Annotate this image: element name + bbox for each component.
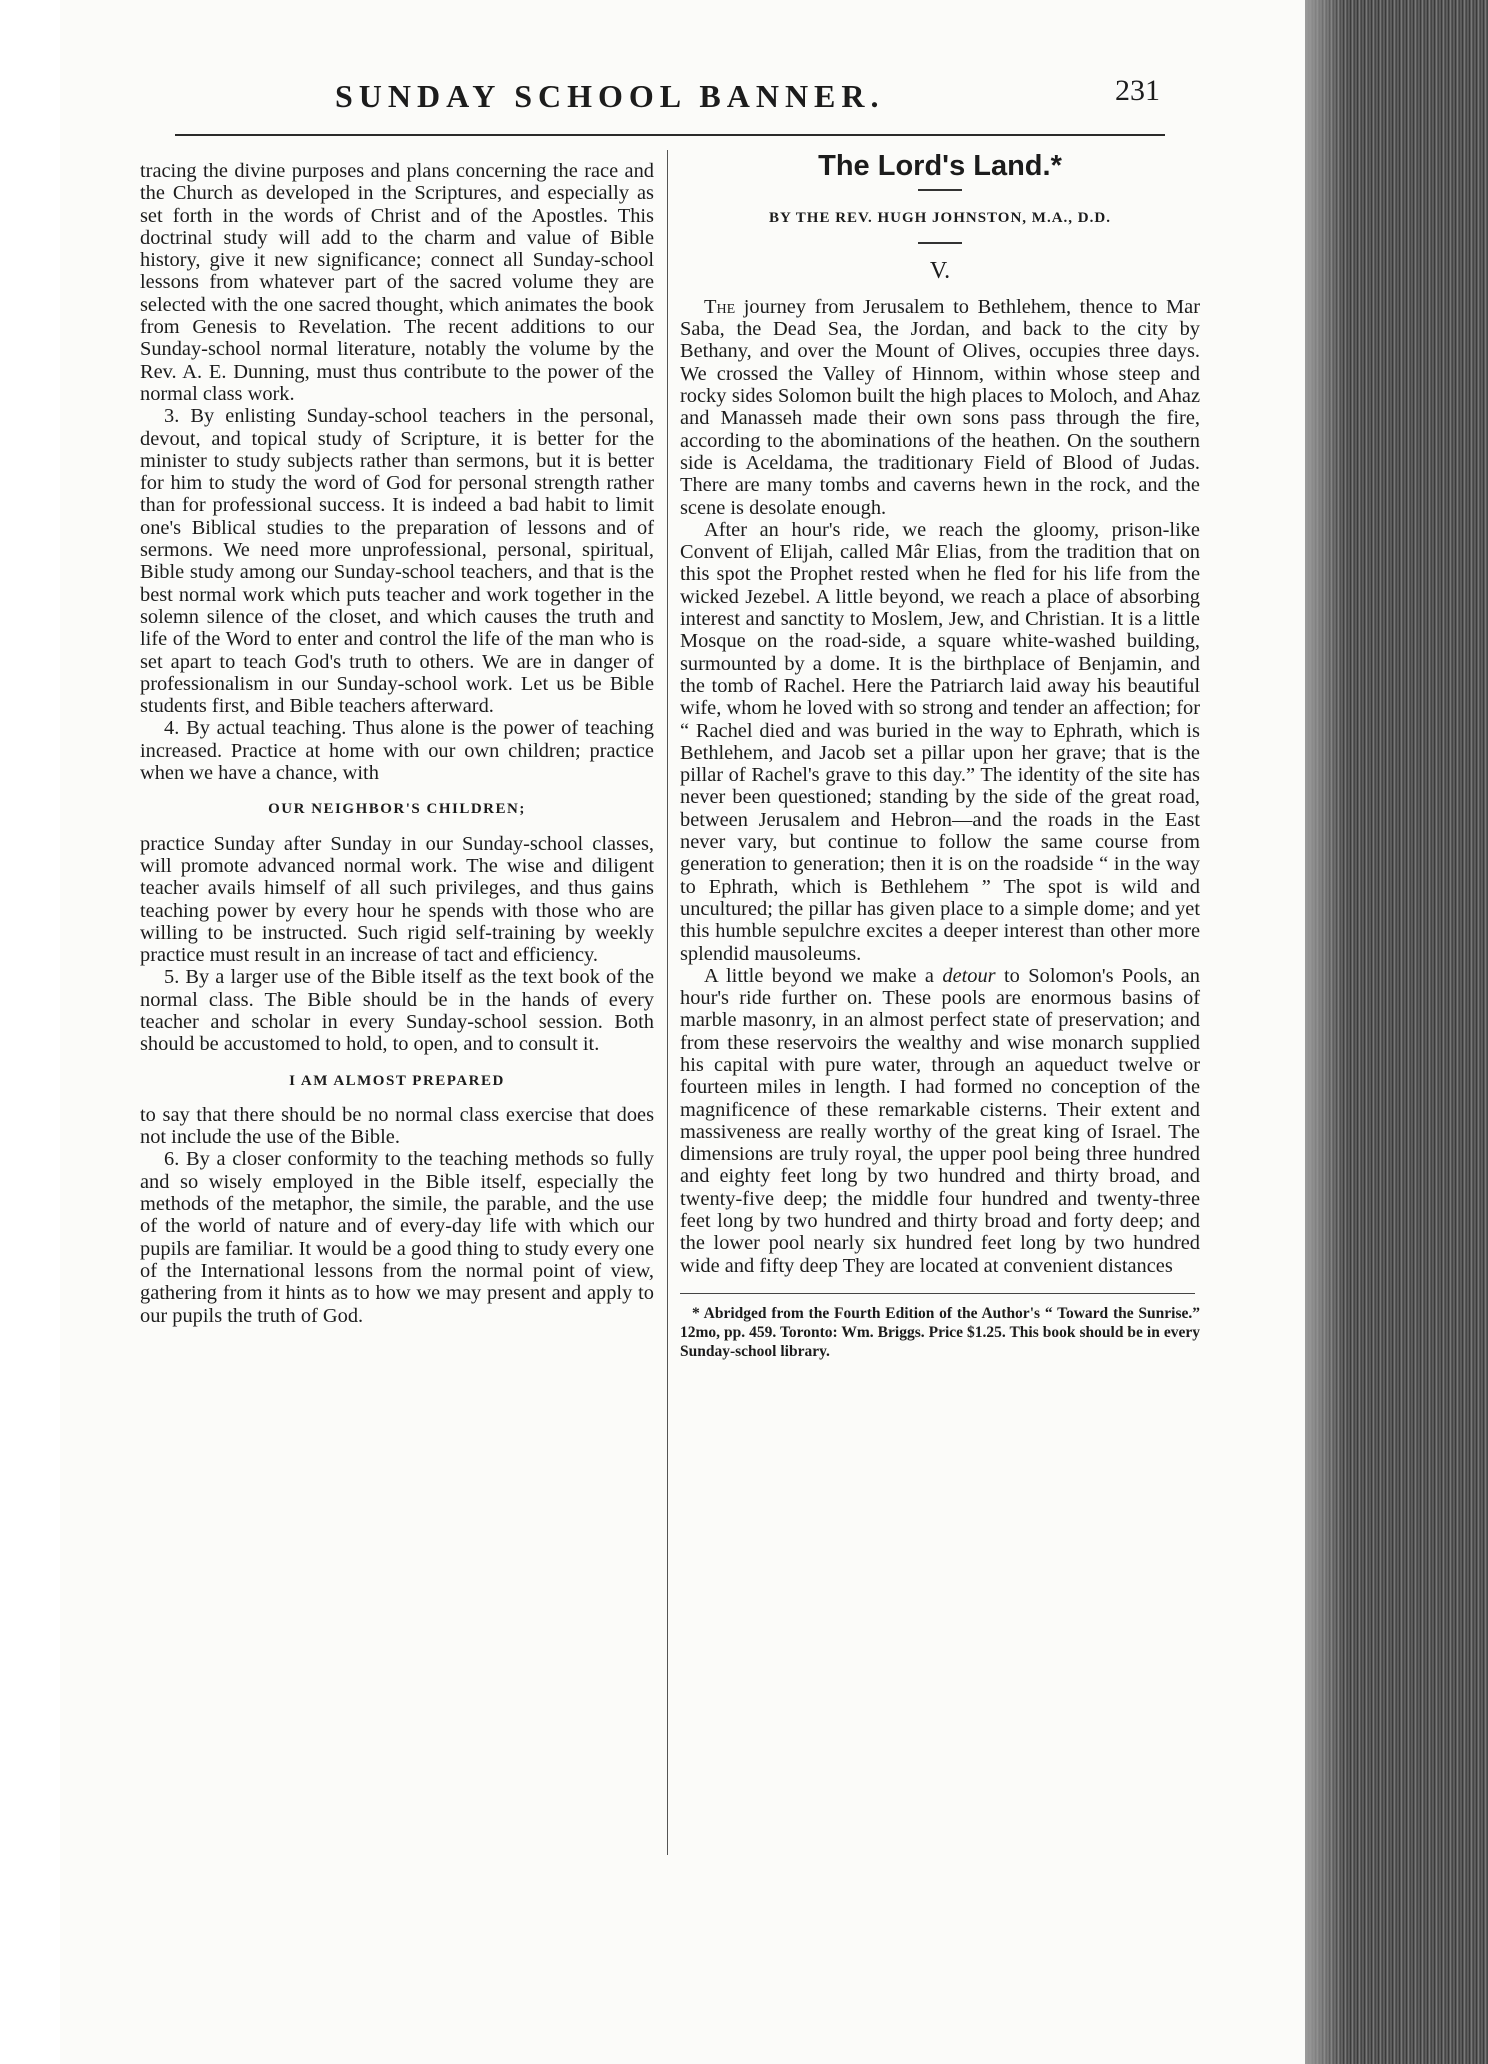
- left-paragraph-3: 4. By actual teaching. Thus alone is the power of teaching increased. Practice at home with our own children; practice when we have a chance, with: [140, 717, 654, 785]
- left-paragraph-6: to say that there should be no normal class exercise that does not include the use of the Bible.: [140, 1103, 654, 1149]
- byline-rule: [918, 242, 962, 244]
- page-number: 231: [1115, 74, 1160, 107]
- right-paragraph-2: After an hour's ride, we reach the gloomy, prison-like Convent of Elijah, called Mâr Elias, from the tradition that on this spot the Prophet rested when he fled for his life from the wicked Jezebel. A little beyond, we reach a place of absorbing interest and sanctity to Moslem, Jew, and Christian. It is a little Mosque on the road-side, a square white-washed building, surmounted by a dome. It is the birthplace of Benjamin, and the tomb of Rachel. Here the Patriarch laid away his beautiful wife, whom he loved with so strong and tender an affection; for “ Rachel died and was buried in the way to Ephrath, which is Bethlehem, and Jacob set a pillar upon her grave; that is the pillar of Rachel's grave to this day.” The identity of the site has never been questioned; standing by the side of the great road, between Jerusalem and Hebron—and the roads in the East never vary, but continue to follow the same course from generation to generation; then it is on the roadside “ in the way to Ephrath, which is Bethlehem ” The spot is wild and uncultured; the pillar has given place to a simple dome; and yet this humble sepulchre excites a deeper interest than other more splendid mausoleums.: [680, 518, 1200, 965]
- column-divider: [667, 150, 668, 1855]
- right-paragraph-3-start: A little beyond we make a: [704, 964, 943, 987]
- title-rule: [918, 189, 962, 191]
- detour-italic: detour: [942, 964, 996, 987]
- right-paragraph-3: [680, 965, 1200, 1277]
- left-paragraph-1: tracing the divine purposes and plans concerning the race and the Church as developed in the Scriptures, and especially as set forth in the words of Christ and of the Apostles. This doctrinal study will add to the charm and value of Bible history, give it new significance; connect all Sunday-school lessons from whatever part of the sacred volume they are selected with the one sacred thought, which animates the book from Genesis to Revelation. The recent additions to our Sunday-school normal literature, notably the volume by the Rev. A. E. Dunning, must thus contribute to the power of the normal class work.: [140, 160, 654, 405]
- section-numeral: V.: [929, 257, 951, 284]
- right-paragraph-1: [680, 296, 1200, 519]
- right-paragraph-1-text: journey from Jerusalem to Bethlehem, thence to Mar Saba, the Dead Sea, the Jordan, and back to the city by Bethany, and over the Mount of Olives, occupies three days. We crossed the Valley of Hinnom, within whose steep and rocky sides Solomon built the high places to Moloch, and Ahaz and Manasseh made their own sons pass through the fire, according to the abominations of the heathen. On the southern side is Aceldama, the traditionary Field of Blood of Judas. There are many tombs and caverns hewn in the rock, and the scene is desolate enough.: [680, 295, 1200, 519]
- book-page-edges: [1305, 0, 1488, 2064]
- article-title: The Lord's Land.*: [818, 150, 1062, 182]
- left-paragraph-4: practice Sunday after Sunday in our Sunday-school classes, will promote advanced normal work. The wise and diligent teacher avails himself of all such privileges, and thus gains teaching power by every hour he spends with those who are willing to be instructed. Such rigid self-training by weekly practice must result in an increase of tact and efficiency.: [140, 832, 654, 967]
- footnote: * Abridged from the Fourth Edition of the Author's “ Toward the Sunrise.” 12mo, pp. 459. Toronto: Wm. Briggs. Price $1.25. This book should be in every Sunday-school library.: [680, 1304, 1200, 1360]
- right-column: [680, 150, 1201, 1361]
- left-subheading-2: I AM ALMOST PREPARED: [289, 1072, 505, 1089]
- right-paragraph-3-rest: to Solomon's Pools, an hour's ride further on. These pools are enormous basins of marble masonry, in an almost perfect state of preservation; and from these reservoirs the wealthy and wise monarch supplied his capital with pure water, through an aqueduct twelve or fourteen miles in length. I had formed no conception of the magnificence of these remarkable cisterns. Their extent and massiveness are really worthy of the great king of Israel. The dimensions are truly royal, the upper pool being three hundred and eighty feet long by two hundred and thirty broad, and twenty-five deep; the middle four hundred and twenty-three feet long by two hundred and thirty broad and forty deep; and the lower pool nearly six hundred feet long by two hundred wide and fifty deep They are located at convenient distances: [680, 964, 1201, 1277]
- running-title: SUNDAY SCHOOL BANNER.: [335, 78, 885, 114]
- left-paragraph-2: 3. By enlisting Sunday-school teachers in the personal, devout, and topical study of Scripture, it is better for the minister to study subjects rather than sermons, but it is better for him to study the word of God for personal strength rather than for professional success. It is indeed a bad habit to limit one's Biblical studies to the preparation of lessons and of sermons. We need more unprofessional, personal, spiritual, Bible study among our Sunday-school teachers, and that is the best normal work which puts teacher and work together in the solemn silence of the closet, and which causes the truth and life of the Word to enter and control the life of the man who is set apart to teach God's truth to others. We are in danger of professionalism in our Sunday-school work. Let us be Bible students first, and Bible teachers afterward.: [140, 405, 654, 718]
- left-paragraph-5: 5. By a larger use of the Bible itself as the text book of the normal class. The Bible should be in the hands of every teacher and scholar in every Sunday-school session. Both should be accustomed to hold, to open, and to consult it.: [140, 966, 654, 1056]
- left-column: [140, 160, 654, 1327]
- first-word: The: [704, 295, 736, 318]
- article-byline: BY THE REV. HUGH JOHNSTON, M.A., D.D.: [769, 210, 1111, 227]
- left-subheading-1: OUR NEIGHBOR'S CHILDREN;: [268, 801, 526, 818]
- header-rule: [175, 134, 1165, 136]
- page-header: [175, 74, 1160, 128]
- footnote-rule: [680, 1293, 1195, 1294]
- left-paragraph-7: 6. By a closer conformity to the teaching methods so fully and so wisely employed in the Bible itself, especially the methods of the metaphor, the simile, the parable, and the use of the world of nature and of every-day life with which our pupils are familiar. It would be a good thing to study every one of the International lessons from the normal point of view, gathering from it hints as to how we may present and apply to our pupils the truth of God.: [140, 1148, 654, 1327]
